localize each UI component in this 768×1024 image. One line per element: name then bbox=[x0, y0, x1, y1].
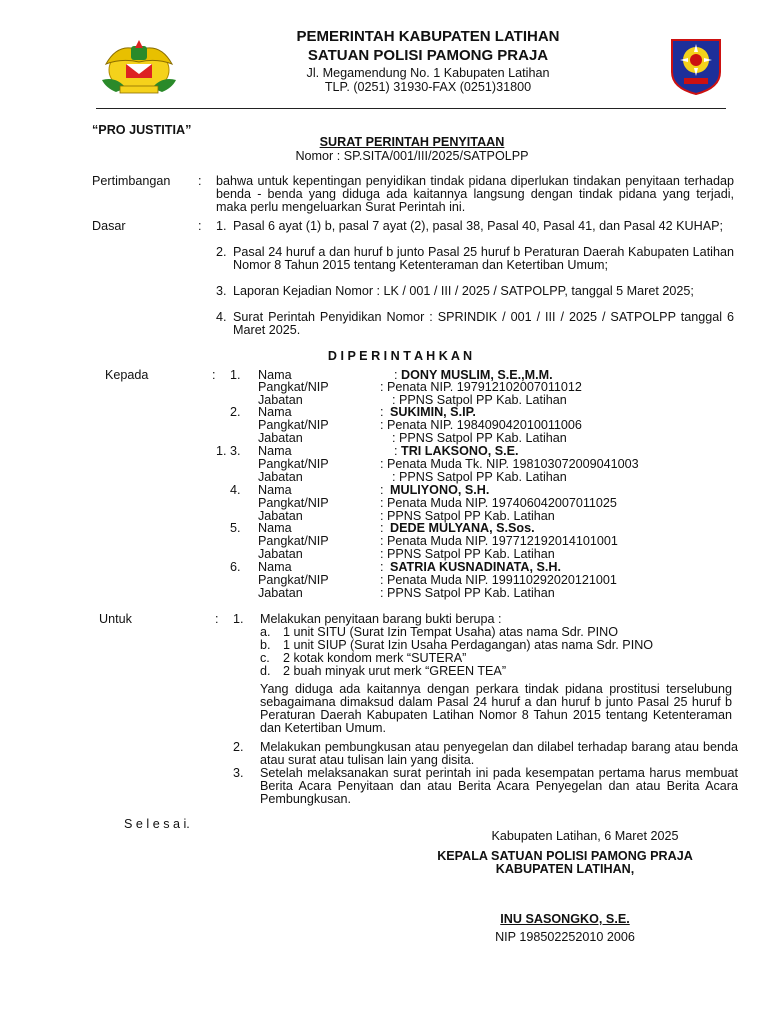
person-name: MULIYONO, S.H. bbox=[390, 483, 490, 497]
untuk-num-2: 2. bbox=[233, 740, 244, 754]
dasar-num-3: 3. bbox=[216, 284, 227, 298]
kepada-label: Kepada bbox=[105, 368, 149, 382]
nama-colon: : bbox=[394, 368, 398, 382]
doc-title: SURAT PERINTAH PENYITAAN bbox=[319, 135, 505, 149]
pertimbangan-colon: : bbox=[198, 174, 202, 188]
subitem-letter: c. bbox=[260, 651, 270, 665]
field-jabatan: Jabatan bbox=[258, 547, 303, 561]
person-pangkat: : Penata Muda NIP. 199110292020121001 bbox=[380, 573, 617, 587]
signature-nip: NIP 198502252010 2006 bbox=[495, 930, 635, 944]
person-jabatan: : PPNS Satpol PP Kab. Latihan bbox=[380, 547, 555, 561]
person-num: 2. bbox=[230, 405, 241, 419]
signature-position-2: KABUPATEN LATIHAN, bbox=[495, 862, 635, 876]
person-pangkat: : Penata Muda NIP. 197406042007011025 bbox=[380, 496, 617, 510]
pertimbangan-label: Pertimbangan bbox=[92, 174, 171, 188]
pro-justitia: “PRO JUSTITIA” bbox=[92, 123, 192, 137]
untuk-paragraph: Yang diduga ada kaitannya dengan perkara tindak pidana prostitusi terselubung sebagaimana dimaksud dalam Pasal 24 huruf a dan huruf b junto Pasal 25 huruf b Peraturan Daerah Kabupaten Latihan Nomor 8 Tahun 2015 tentang Ketenteraman dan Ketertiban Umum. bbox=[260, 682, 732, 735]
person-pangkat: : Penata Muda NIP. 197712192014101001 bbox=[380, 534, 618, 548]
header-divider bbox=[96, 108, 726, 109]
subitem-letter: a. bbox=[260, 625, 271, 639]
untuk-colon: : bbox=[215, 612, 219, 626]
field-pangkat: Pangkat/NIP bbox=[258, 573, 329, 587]
field-jabatan: Jabatan bbox=[258, 509, 303, 523]
field-nama: Nama bbox=[258, 444, 292, 458]
field-nama: Nama bbox=[258, 483, 292, 497]
dasar-label: Dasar bbox=[92, 219, 126, 233]
person-name: DEDE MULYANA, S.Sos. bbox=[390, 521, 535, 535]
person-num: 6. bbox=[230, 560, 241, 574]
logo-left bbox=[96, 36, 182, 96]
header-phone: TLP. (0251) 31930-FAX (0251)31800 bbox=[324, 80, 532, 94]
diperintahkan-heading: D I P E R I N T A H K A N bbox=[327, 349, 473, 363]
untuk-num-3: 3. bbox=[233, 766, 244, 780]
person-jabatan: : PPNS Satpol PP Kab. Latihan bbox=[380, 509, 555, 523]
field-jabatan: Jabatan bbox=[258, 470, 303, 484]
person-name: SUKIMIN, S.IP. bbox=[390, 405, 476, 419]
person-jabatan: : PPNS Satpol PP Kab. Latihan bbox=[392, 470, 567, 484]
subitem-letter: b. bbox=[260, 638, 271, 652]
dasar-num-2: 2. bbox=[216, 245, 227, 259]
signature-position-1: KEPALA SATUAN POLISI PAMONG PRAJA bbox=[437, 849, 693, 863]
person-num: 1. bbox=[230, 368, 241, 382]
subitem-text: 2 buah minyak urut merk “GREEN TEA” bbox=[283, 664, 507, 678]
nama-colon: : bbox=[380, 560, 384, 574]
untuk-text-1: Melakukan penyitaan barang bukti berupa : bbox=[260, 612, 502, 626]
subitem-text: 2 kotak kondom merk “SUTERA” bbox=[283, 651, 467, 665]
dasar-num-1: 1. bbox=[216, 219, 227, 233]
person-jabatan: : PPNS Satpol PP Kab. Latihan bbox=[392, 393, 567, 407]
person-name: DONY MUSLIM, S.E.,M.M. bbox=[401, 368, 553, 382]
satpolpp-shield-icon bbox=[664, 36, 728, 96]
nama-colon: : bbox=[380, 483, 384, 497]
field-jabatan: Jabatan bbox=[258, 586, 303, 600]
person-name: TRI LAKSONO, S.E. bbox=[401, 444, 519, 458]
untuk-label: Untuk bbox=[99, 612, 132, 626]
doc-number: Nomor : SP.SITA/001/III/2025/SATPOLPP bbox=[295, 149, 529, 163]
field-pangkat: Pangkat/NIP bbox=[258, 380, 329, 394]
pertimbangan-text: bahwa untuk kepentingan penyidikan tindak pidana diperlukan tindakan penyitaan terhadap benda - benda yang diduga ada kaitannya langsung dengan tindak pidana yang terjadi, maka perlu mengeluarkan Surat Perintah ini. bbox=[216, 174, 734, 214]
person-name: SATRIA KUSNADINATA, S.H. bbox=[390, 560, 561, 574]
untuk-text-2: Melakukan pembungkusan atau penyegelan dan dilabel terhadap barang atau benda atau surat atau tulisan lain yang disita. bbox=[260, 740, 738, 767]
nama-colon: : bbox=[394, 444, 398, 458]
signature-name: INU SASONGKO, S.E. bbox=[500, 912, 630, 926]
subitem-text: 1 unit SIUP (Surat Izin Usaha Perdagangan) atas nama Sdr. PINO bbox=[283, 638, 654, 652]
person-pangkat: : Penata NIP. 197912102007011012 bbox=[380, 380, 582, 394]
selesai-text: S e l e s a i. bbox=[124, 817, 190, 831]
field-pangkat: Pangkat/NIP bbox=[258, 457, 329, 471]
untuk-num-1: 1. bbox=[233, 612, 244, 626]
field-pangkat: Pangkat/NIP bbox=[258, 496, 329, 510]
field-nama: Nama bbox=[258, 560, 292, 574]
field-jabatan: Jabatan bbox=[258, 393, 303, 407]
nama-colon: : bbox=[380, 521, 384, 535]
dasar-text-1: Pasal 6 ayat (1) b, pasal 7 ayat (2), pasal 38, Pasal 40, Pasal 41, dan Pasal 42 KUHAP; bbox=[233, 219, 724, 233]
person-jabatan: : PPNS Satpol PP Kab. Latihan bbox=[392, 431, 567, 445]
person-num: 1. 3. bbox=[216, 444, 241, 458]
field-nama: Nama bbox=[258, 521, 292, 535]
field-pangkat: Pangkat/NIP bbox=[258, 534, 329, 548]
header-line1: PEMERINTAH KABUPATEN LATIHAN bbox=[296, 28, 560, 45]
dasar-text-3: Laporan Kejadian Nomor : LK / 001 / III / 2025 / SATPOLPP, tanggal 5 Maret 2025; bbox=[233, 284, 694, 298]
person-jabatan: : PPNS Satpol PP Kab. Latihan bbox=[380, 586, 555, 600]
garuda-crest-icon bbox=[96, 36, 182, 96]
person-pangkat: : Penata Muda Tk. NIP. 198103072009041003 bbox=[380, 457, 639, 471]
logo-right bbox=[664, 36, 728, 96]
field-jabatan: Jabatan bbox=[258, 431, 303, 445]
header-line2: SATUAN POLISI PAMONG PRAJA bbox=[307, 47, 549, 64]
field-pangkat: Pangkat/NIP bbox=[258, 418, 329, 432]
subitem-text: 1 unit SITU (Surat Izin Tempat Usaha) atas nama Sdr. PINO bbox=[283, 625, 619, 639]
field-nama: Nama bbox=[258, 368, 292, 382]
dasar-num-4: 4. bbox=[216, 310, 227, 324]
person-num: 5. bbox=[230, 521, 241, 535]
place-date: Kabupaten Latihan, 6 Maret 2025 bbox=[491, 829, 679, 843]
dasar-text-2: Pasal 24 huruf a dan huruf b junto Pasal 25 huruf b Peraturan Daerah Kabupaten Latihan Nomor 8 Tahun 2015 tentang Ketenteraman dan Ketertiban Umum; bbox=[233, 245, 734, 272]
field-nama: Nama bbox=[258, 405, 292, 419]
dasar-colon: : bbox=[198, 219, 202, 233]
subitem-letter: d. bbox=[260, 664, 271, 678]
kepada-colon: : bbox=[212, 368, 216, 382]
person-num: 4. bbox=[230, 483, 241, 497]
header-address: Jl. Megamendung No. 1 Kabupaten Latihan bbox=[306, 66, 550, 80]
person-pangkat: : Penata NIP. 198409042010011006 bbox=[380, 418, 582, 432]
untuk-text-3: Setelah melaksanakan surat perintah ini pada kesempatan pertama harus membuat Berita Acara Penyitaan dan atau Berita Acara Penyegelan dan atau Berita Acara Pembungkusan. bbox=[260, 766, 738, 806]
dasar-text-4: Surat Perintah Penyidikan Nomor : SPRINDIK / 001 / III / 2025 / SATPOLPP tanggal 6 Maret 2025. bbox=[233, 310, 734, 337]
nama-colon: : bbox=[380, 405, 384, 419]
